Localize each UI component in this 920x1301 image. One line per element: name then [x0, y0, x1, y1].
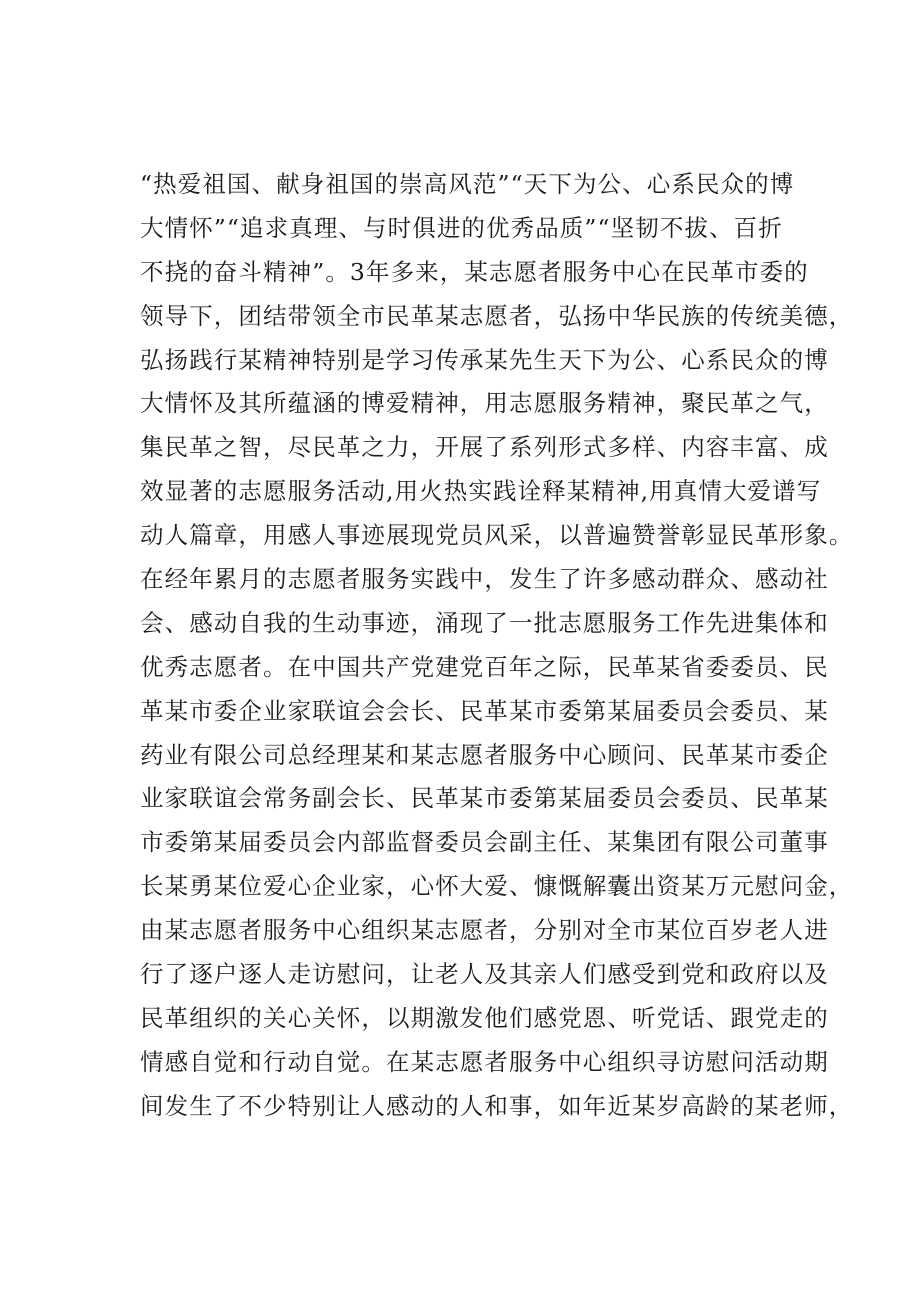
- text-line: 长某勇某位爱心企业家，心怀大爱、慷慨解囊出资某万元慰问金，: [140, 872, 854, 901]
- text-line: 优秀志愿者。在中国共产党建党百年之际，民革某省委委员、民: [140, 652, 829, 681]
- text-line: 民革组织的关心关怀，以期激发他们感党恩、听党话、跟党走的: [140, 1003, 829, 1032]
- text-line: 弘扬践行某精神特别是学习传承某先生天下为公、心系民众的博: [140, 345, 829, 374]
- text-line: 市委第某届委员会内部监督委员会副主任、某集团有限公司董事: [140, 828, 829, 857]
- body-paragraph: [140, 163, 854, 1129]
- text-line: 情感自觉和行动自觉。在某志愿者服务中心组织寻访慰问活动期: [140, 1047, 829, 1076]
- text-line: 革某市委企业家联谊会会长、民革某市委第某届委员会委员、某: [140, 696, 829, 725]
- text-line: 业家联谊会常务副会长、民革某市委第某届委员会委员、民革某: [140, 784, 829, 813]
- text-line: 动人篇章，用感人事迹展现党员风采，以普遍赞誉彰显民革形象。: [140, 521, 854, 550]
- text-line: “热爱祖国、献身祖国的崇高风范”“天下为公、心系民众的博: [140, 170, 795, 198]
- text-line: 行了逐户逐人走访慰问，让老人及其亲人们感受到党和政府以及: [140, 960, 829, 989]
- text-line: 药业有限公司总经理某和某志愿者服务中心顾问、民革某市委企: [140, 740, 829, 769]
- text-line: 大情怀及其所蕴涵的博爱精神，用志愿服务精神，聚民革之气，: [140, 389, 829, 418]
- text-line: 不挠的奋斗精神”。3年多来，某志愿者服务中心在民革市委的: [140, 257, 809, 286]
- text-line: 集民革之智，尽民革之力，开展了系列形式多样、内容丰富、成: [140, 433, 829, 462]
- text-line: 大情怀”“追求真理、与时俱进的优秀品质”“坚韧不拔、百折: [140, 213, 783, 242]
- text-line: 在经年累月的志愿者服务实践中，发生了许多感动群众、感动社: [140, 565, 829, 594]
- text-line: 领导下，团结带领全市民革某志愿者，弘扬中华民族的传统美德，: [140, 301, 854, 330]
- text-line: 间发生了不少特别让人感动的人和事，如年近某岁高龄的某老师，: [140, 1091, 854, 1120]
- text-line: 会、感动自我的生动事迹，涌现了一批志愿服务工作先进集体和: [140, 608, 829, 637]
- text-line: 效显著的志愿服务活动,用火热实践诠释某精神,用真情大爱谱写: [140, 477, 822, 506]
- text-line: 由某志愿者服务中心组织某志愿者，分别对全市某位百岁老人进: [140, 916, 829, 945]
